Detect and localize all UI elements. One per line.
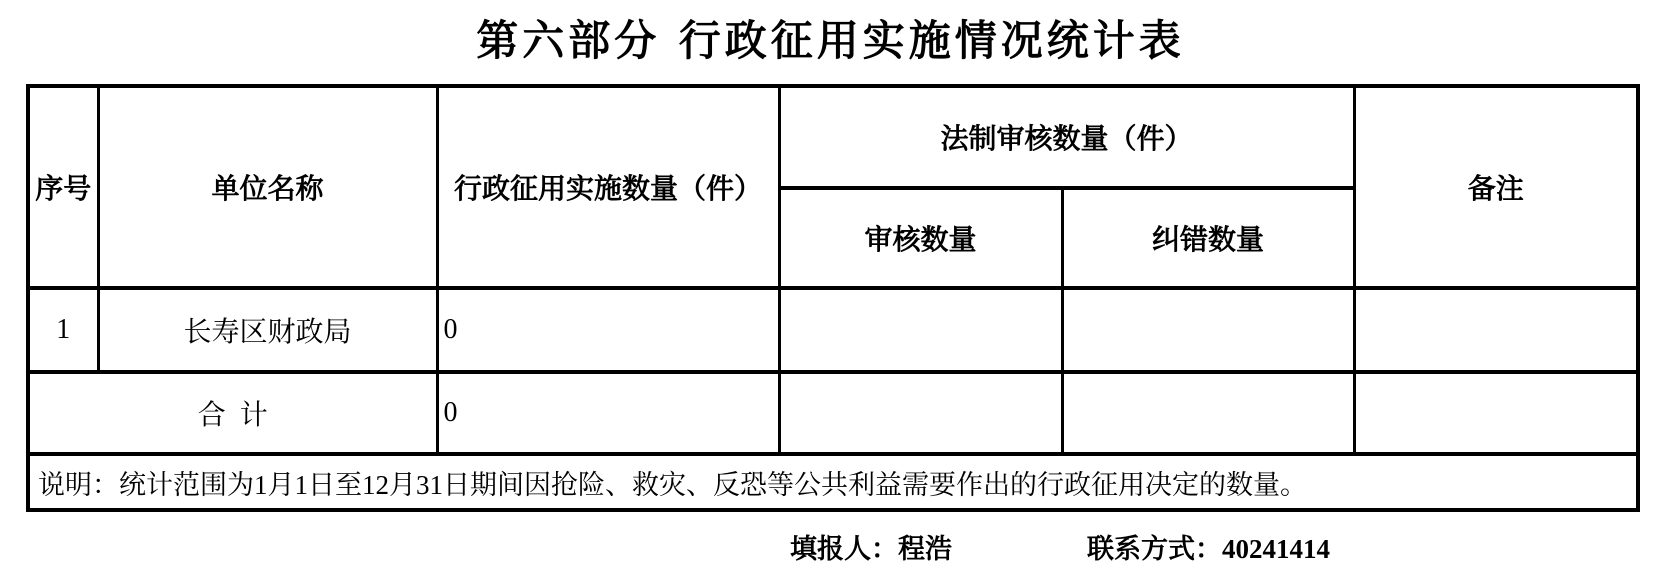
contact-value: 40241414 bbox=[1222, 534, 1330, 564]
header-correction-count: 纠错数量 bbox=[1062, 188, 1354, 288]
filler-value: 程浩 bbox=[898, 534, 952, 564]
header-requisition-count: 行政征用实施数量（件） bbox=[437, 86, 779, 288]
cell-correction-count bbox=[1062, 288, 1354, 372]
header-row-top bbox=[28, 86, 1638, 188]
cell-review-count bbox=[779, 288, 1062, 372]
contact-label: 联系方式： bbox=[1087, 534, 1222, 564]
header-seq: 序号 bbox=[28, 86, 98, 288]
total-remarks bbox=[1354, 372, 1638, 454]
total-review-count bbox=[779, 372, 1062, 454]
header-legal-review-group: 法制审核数量（件） bbox=[779, 86, 1354, 188]
cell-requisition-count: 0 bbox=[437, 288, 779, 372]
cell-seq: 1 bbox=[28, 288, 98, 372]
contact-field bbox=[1087, 527, 1330, 566]
total-requisition-count: 0 bbox=[437, 372, 779, 454]
filler-label: 填报人： bbox=[790, 534, 898, 564]
header-review-count: 审核数量 bbox=[779, 188, 1062, 288]
footer bbox=[790, 527, 1330, 566]
note-text: 说明：统计范围为1月1日至12月31日期间因抢险、救灾、反恐等公共利益需要作出的行政征用决定的数量。 bbox=[28, 454, 1638, 510]
page-title: 第六部分 行政征用实施情况统计表 bbox=[476, 16, 1185, 65]
total-row bbox=[28, 372, 1638, 454]
note-row bbox=[28, 454, 1638, 510]
total-label: 合 计 bbox=[28, 372, 437, 454]
stats-table bbox=[26, 84, 1640, 512]
total-correction-count bbox=[1062, 372, 1354, 454]
header-remarks: 备注 bbox=[1354, 86, 1638, 288]
cell-remarks bbox=[1354, 288, 1638, 372]
header-unit-name: 单位名称 bbox=[98, 86, 437, 288]
cell-unit-name: 长寿区财政局 bbox=[98, 288, 437, 372]
table-row bbox=[28, 288, 1638, 372]
filler-field bbox=[790, 527, 952, 566]
